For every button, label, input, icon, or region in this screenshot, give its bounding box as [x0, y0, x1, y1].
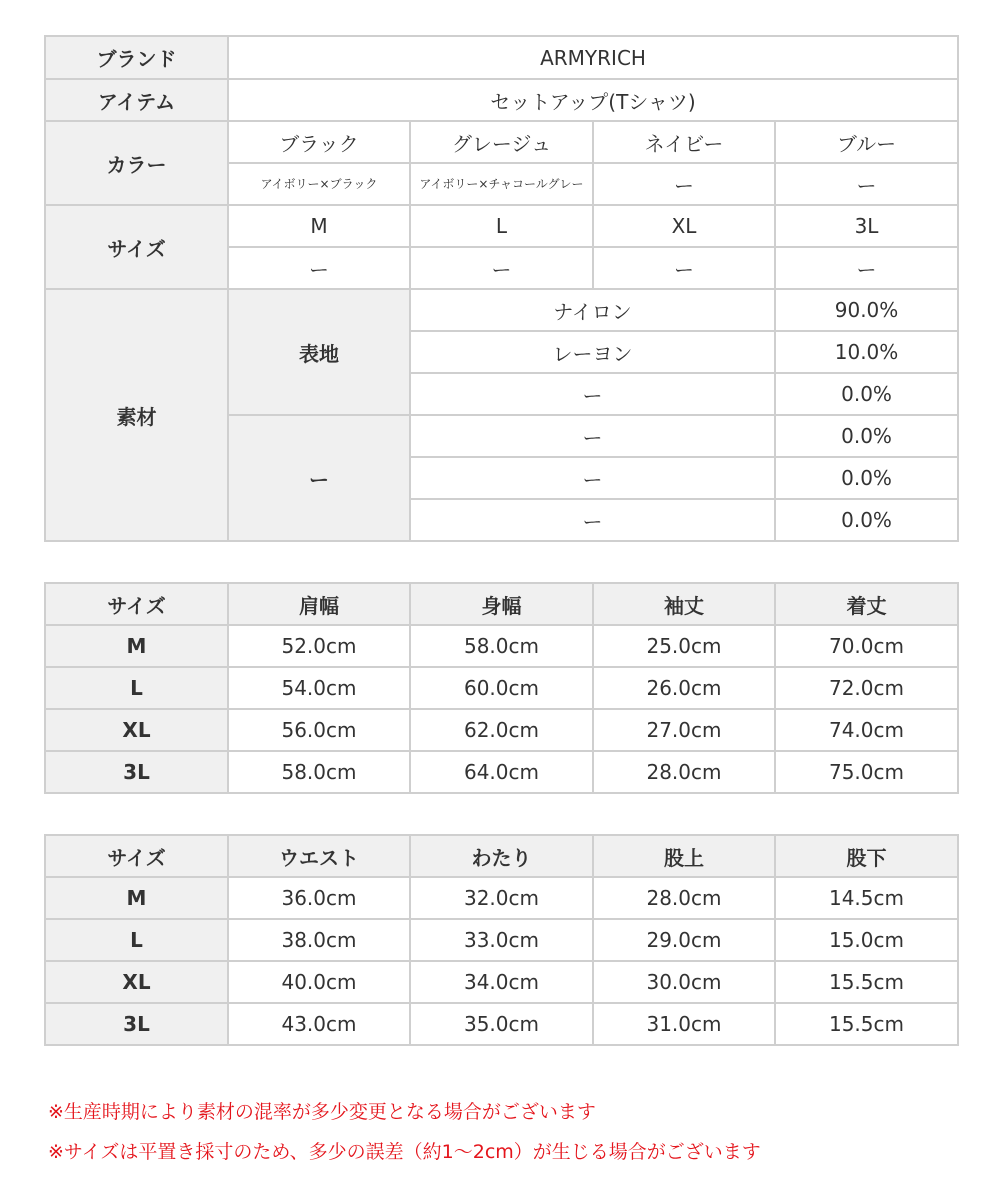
- row-size-label: L: [45, 667, 228, 709]
- size-sub: ー: [593, 247, 775, 289]
- fabric-percent: 0.0%: [775, 457, 958, 499]
- color-row: [45, 121, 958, 163]
- size-value: XL: [593, 205, 775, 247]
- table-row: [45, 961, 958, 1003]
- table-cell: 31.0cm: [593, 1003, 775, 1045]
- size-table-header: 肩幅: [228, 583, 410, 625]
- color-name: ブルー: [775, 121, 958, 163]
- size-table-header: 袖丈: [593, 583, 775, 625]
- fabric-percent: 0.0%: [775, 499, 958, 541]
- row-size-label: 3L: [45, 751, 228, 793]
- table-cell: 15.0cm: [775, 919, 958, 961]
- top-size-table: [44, 582, 959, 794]
- size-table-header: 股下: [775, 835, 958, 877]
- size-table-header: 股上: [593, 835, 775, 877]
- row-size-label: XL: [45, 709, 228, 751]
- table-cell: 75.0cm: [775, 751, 958, 793]
- table-cell: 28.0cm: [593, 751, 775, 793]
- table-cell: 29.0cm: [593, 919, 775, 961]
- row-size-label: 3L: [45, 1003, 228, 1045]
- color-sub: ー: [593, 163, 775, 205]
- row-size-label: L: [45, 919, 228, 961]
- table-cell: 25.0cm: [593, 625, 775, 667]
- color-sub: ー: [775, 163, 958, 205]
- table-row: [45, 667, 958, 709]
- table-cell: 27.0cm: [593, 709, 775, 751]
- fabric-percent: 0.0%: [775, 373, 958, 415]
- table-cell: 72.0cm: [775, 667, 958, 709]
- table-cell: 64.0cm: [410, 751, 593, 793]
- brand-row: [45, 36, 958, 79]
- size-row: [45, 205, 958, 247]
- size-table-header-row: [45, 835, 958, 877]
- table-cell: 54.0cm: [228, 667, 410, 709]
- table-cell: 74.0cm: [775, 709, 958, 751]
- material-row: [45, 289, 958, 331]
- color-name: ネイビー: [593, 121, 775, 163]
- size-value: L: [410, 205, 593, 247]
- table-row: [45, 1003, 958, 1045]
- table-row: [45, 751, 958, 793]
- table-cell: 15.5cm: [775, 1003, 958, 1045]
- size-value: M: [228, 205, 410, 247]
- fabric-percent: 10.0%: [775, 331, 958, 373]
- fabric-name: ナイロン: [410, 289, 775, 331]
- color-label: カラー: [45, 121, 228, 205]
- size-sub: ー: [775, 247, 958, 289]
- table-cell: 34.0cm: [410, 961, 593, 1003]
- fabric-group-label: 表地: [228, 289, 410, 415]
- color-sub: アイボリー×チャコールグレー: [410, 163, 593, 205]
- table-cell: 14.5cm: [775, 877, 958, 919]
- notes: [48, 1092, 761, 1172]
- table-cell: 32.0cm: [410, 877, 593, 919]
- material-label: 素材: [45, 289, 228, 541]
- color-name: ブラック: [228, 121, 410, 163]
- table-cell: 36.0cm: [228, 877, 410, 919]
- size-table-header: サイズ: [45, 583, 228, 625]
- table-cell: 40.0cm: [228, 961, 410, 1003]
- table-cell: 33.0cm: [410, 919, 593, 961]
- table-cell: 30.0cm: [593, 961, 775, 1003]
- size-table-header: 身幅: [410, 583, 593, 625]
- row-size-label: M: [45, 625, 228, 667]
- note-size: ※サイズは平置き採寸のため、多少の誤差（約1～2cm）が生じる場合がございます: [48, 1141, 761, 1163]
- table-cell: 58.0cm: [410, 625, 593, 667]
- size-table-header: ウエスト: [228, 835, 410, 877]
- fabric-name: ー: [410, 457, 775, 499]
- color-name: グレージュ: [410, 121, 593, 163]
- fabric-name: ー: [410, 415, 775, 457]
- size-sub: ー: [410, 247, 593, 289]
- color-sub: アイボリー×ブラック: [228, 163, 410, 205]
- size-table-header-row: [45, 583, 958, 625]
- fabric-percent: 90.0%: [775, 289, 958, 331]
- row-size-label: M: [45, 877, 228, 919]
- note-material: ※生産時期により素材の混率が多少変更となる場合がございます: [48, 1101, 596, 1123]
- row-size-label: XL: [45, 961, 228, 1003]
- size-table-header: サイズ: [45, 835, 228, 877]
- item-row: [45, 79, 958, 121]
- fabric-group-label: ー: [228, 415, 410, 541]
- fabric-name: ー: [410, 499, 775, 541]
- fabric-name: ー: [410, 373, 775, 415]
- table-cell: 28.0cm: [593, 877, 775, 919]
- table-row: [45, 709, 958, 751]
- table-cell: 58.0cm: [228, 751, 410, 793]
- table-cell: 70.0cm: [775, 625, 958, 667]
- table-cell: 52.0cm: [228, 625, 410, 667]
- table-cell: 62.0cm: [410, 709, 593, 751]
- item-value: セットアップ(Tシャツ): [228, 79, 958, 121]
- fabric-percent: 0.0%: [775, 415, 958, 457]
- fabric-name: レーヨン: [410, 331, 775, 373]
- size-table-header: 着丈: [775, 583, 958, 625]
- table-cell: 26.0cm: [593, 667, 775, 709]
- size-sub: ー: [228, 247, 410, 289]
- table-row: [45, 877, 958, 919]
- brand-label: ブランド: [45, 36, 228, 79]
- table-cell: 43.0cm: [228, 1003, 410, 1045]
- table-row: [45, 919, 958, 961]
- spec-table: [44, 35, 959, 542]
- table-cell: 15.5cm: [775, 961, 958, 1003]
- table-row: [45, 625, 958, 667]
- size-table-header: わたり: [410, 835, 593, 877]
- item-label: アイテム: [45, 79, 228, 121]
- table-cell: 38.0cm: [228, 919, 410, 961]
- bottom-size-table: [44, 834, 959, 1046]
- brand-value: ARMYRICH: [228, 36, 958, 79]
- table-cell: 35.0cm: [410, 1003, 593, 1045]
- table-cell: 56.0cm: [228, 709, 410, 751]
- table-cell: 60.0cm: [410, 667, 593, 709]
- size-value: 3L: [775, 205, 958, 247]
- size-label: サイズ: [45, 205, 228, 289]
